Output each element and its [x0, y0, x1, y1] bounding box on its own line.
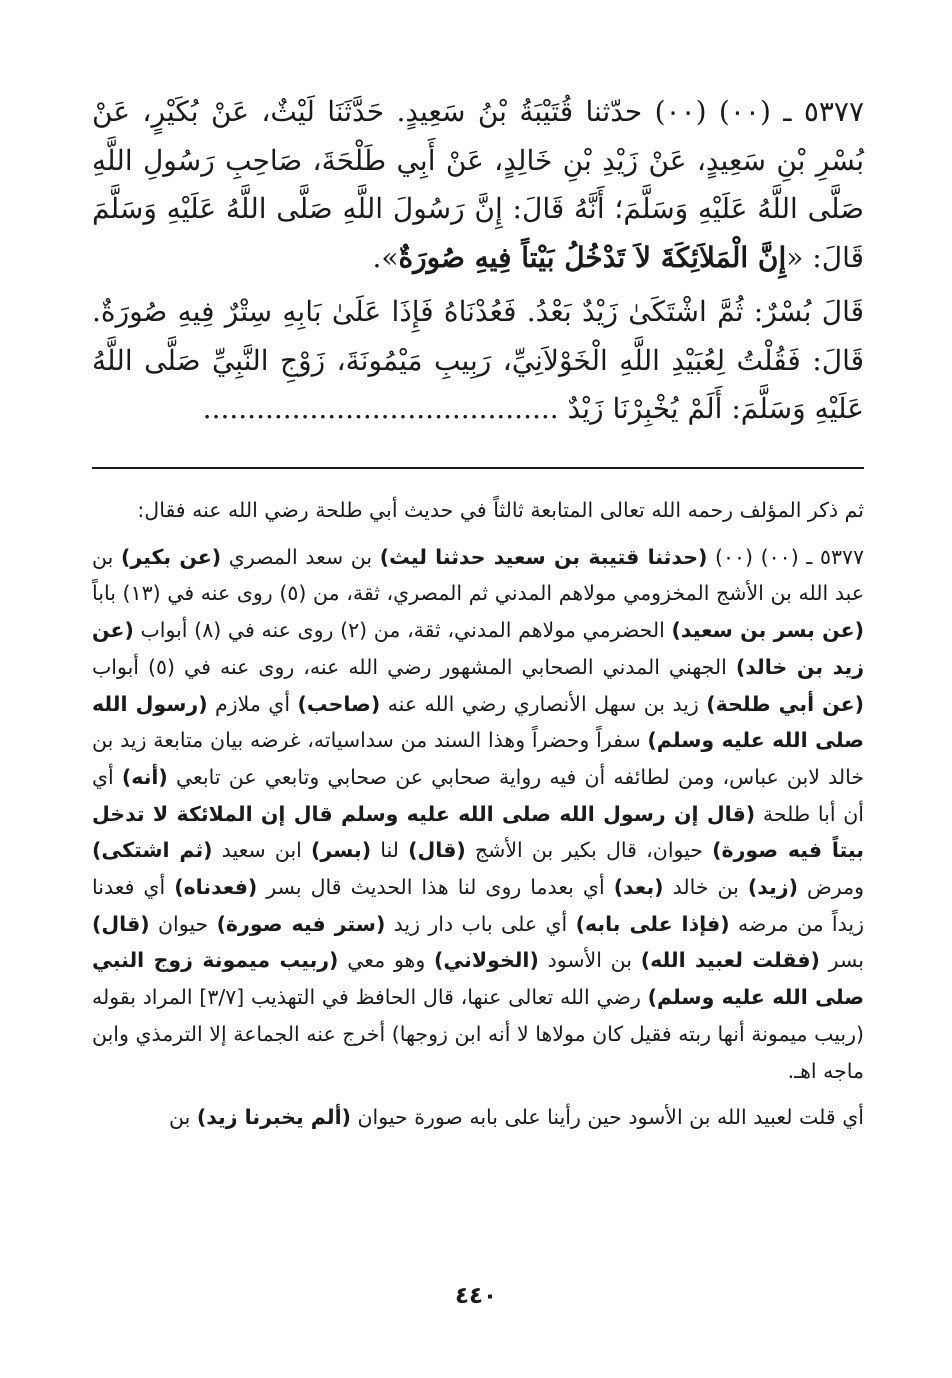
commentary-segment: أي فعدنا زيداً من مرضه	[92, 875, 864, 936]
bold-quote-segment: (ألم يخبرنا زيد)	[196, 1105, 351, 1130]
commentary-segment: بسر	[819, 948, 864, 973]
bold-quote-segment: (فإذا على بابه)	[575, 911, 730, 936]
bold-quote-segment: (ربيب ميمونة زوج النبي صلى الله عليه وسلم)	[92, 948, 864, 1010]
bold-quote-segment: (عن زيد بن خالد)	[92, 618, 865, 679]
bold-quote-segment: (رسول الله صلى الله عليه وسلم)	[92, 691, 864, 753]
hadith-isnad: ٥٣٧٧ ـ (٠٠) (٠٠) حدّثنا قُتَيْبَةُ بْنُ سَعِيدٍ. حَدَّثَنَا لَيْثٌ، عَنْ بُكَيْرٍ، عَنْ بُسْرِ بْنِ سَعِيدٍ، عَنْ زَيْدِ بْنِ خَالِدٍ، عَنْ أَبِي طَلْحَةَ، صَاحِبِ رَسُولِ اللَّهِ صَلَّى اللَّهُ عَلَيْهِ وَسَلَّمَ؛ أَنَّهُ قَالَ: إِنَّ رَسُولَ اللَّهِ صَلَّى اللَّهُ عَلَيْهِ وَسَلَّمَ قَالَ: «	[92, 95, 864, 274]
bold-quote-segment: (ثم اشتكى)	[92, 838, 213, 863]
bold-quote-segment: (صاحب)	[297, 691, 381, 716]
bold-quote-segment: (ستر فيه صورة)	[216, 911, 386, 936]
commentary-main	[92, 539, 864, 1090]
commentary-segment: بن	[169, 1105, 197, 1130]
commentary-segment: أي قلت لعبيد الله بن الأسود حين رأينا على بابه صورة حيوان	[350, 1105, 864, 1130]
commentary-segment: لنا	[371, 838, 409, 863]
bold-quote-segment: (فعدناه)	[174, 875, 258, 900]
commentary-segment: أي بعدما روى لنا هذا الحديث قال بسر	[257, 875, 614, 900]
commentary-intro: ثم ذكر المؤلف رحمه الله تعالى المتابعة ثالثاً في حديث أبي طلحة رضي الله عنه فقال:	[137, 498, 864, 522]
commentary-continuation	[92, 1099, 864, 1136]
commentary-segment: ابن سعيد	[212, 838, 312, 863]
commentary	[92, 492, 864, 1136]
bold-quote-segment: (قال)	[408, 838, 466, 863]
commentary-segment: سفراً وحضراً وهذا السند من سداسياته، غرضه بيان متابعة زيد بن خالد لابن عباس، ومن لطائفه أن فيه رواية صحابي عن صحابي وتابعي عن تابعي	[92, 728, 864, 789]
hadith-text	[92, 88, 864, 434]
page-number: ٤٤٠	[454, 1283, 498, 1309]
bold-quote-segment: (عن أبي طلحة)	[706, 691, 864, 716]
section-divider	[92, 467, 864, 469]
hadith-paragraph-2: قَالَ بُسْرٌ: ثُمَّ اشْتَكَىٰ زَيْدٌ بَعْدُ. فَعُدْنَاهُ فَإِذَا عَلَىٰ بَابِهِ سِتْرٌ فِيهِ صُورَةٌ. قَالَ: فَقُلْتُ لِعُبَيْدِ اللَّهِ الْخَوْلاَنِيِّ، رَبِيبِ مَيْمُونَةَ، زَوْجِ النَّبِيِّ صَلَّى اللَّهُ عَلَيْهِ وَسَلَّمَ: أَلَمْ يُخْبِرْنَا زَيْدٌ ........................................	[92, 295, 864, 425]
commentary-segment: الحضرمي مولاهم المدني، ثقة، من (٢) روى عنه في (٨) أبواب	[133, 618, 672, 643]
commentary-segment: رضي الله تعالى عنها، قال الحافظ في التهذيب [٣/٧] المراد بقوله (ربيب ميمونة أنها ربته فقيل كان مولاها لا أنه ابن زوجها) أخرج عنه الجماعة إلا الترمذي وابن ماجه اهـ.	[92, 985, 864, 1083]
bold-quote-segment: (الخولاني)	[434, 948, 539, 973]
bold-quote-segment: (فقلت لعبيد الله)	[640, 948, 820, 973]
bold-quote-segment: (بسر)	[311, 838, 372, 863]
bold-quote-segment: (أنه)	[121, 764, 168, 789]
commentary-segment: زيد بن سهل الأنصاري رضي الله عنه	[380, 691, 707, 716]
commentary-segment: الجهني المدني الصحابي المشهور رضي الله عنه، روى عنه في (٥) أبواب	[92, 654, 736, 679]
bold-quote-segment: (قال)	[92, 911, 150, 936]
commentary-segment: أي على باب دار زيد	[385, 911, 576, 936]
commentary-segment: ٥٣٧٧ ـ (٠٠) (٠٠)	[707, 544, 865, 569]
bold-quote-segment: (عن بكير)	[120, 544, 222, 569]
commentary-segment: حيوان	[149, 911, 217, 936]
hadith-paragraph-1	[92, 88, 864, 282]
hadith-quote-close: ».	[372, 240, 399, 274]
commentary-segment: أي ملازم	[207, 691, 298, 716]
hadith-quote: إِنَّ الْمَلاَئِكَةَ لاَ تَدْخُلُ بَيْتاً فِيهِ صُورَةٌ	[398, 240, 787, 274]
bold-quote-segment: (عن بسر بن سعيد)	[671, 618, 865, 643]
commentary-segment: وهو معي	[338, 948, 435, 973]
bold-quote-segment: (حدثنا قتيبة بن سعيد حدثنا ليث)	[379, 544, 708, 569]
commentary-segment: بن الأسود	[538, 948, 641, 973]
commentary-segment: بن خالد	[663, 875, 748, 900]
commentary-segment: بن سعد المصري	[221, 544, 380, 569]
commentary-segment: حيوان، قال بكير بن الأشج	[465, 838, 713, 863]
commentary-segment: ومرض	[797, 875, 864, 900]
bold-quote-segment: (قال إن رسول الله صلى الله عليه وسلم قال إن الملائكة لا تدخل بيتاً فيه صورة)	[92, 801, 864, 863]
bold-quote-segment: (زيد)	[747, 875, 798, 900]
commentary-segment: بن عبد الله بن الأشج المخزومي مولاهم المدني ثم المصري، ثقة، من (٥) روى عنه في (١٣) باباً	[92, 544, 865, 606]
bold-quote-segment: (بعد)	[613, 875, 664, 900]
commentary-segment: أي أن أبا طلحة	[92, 764, 864, 826]
